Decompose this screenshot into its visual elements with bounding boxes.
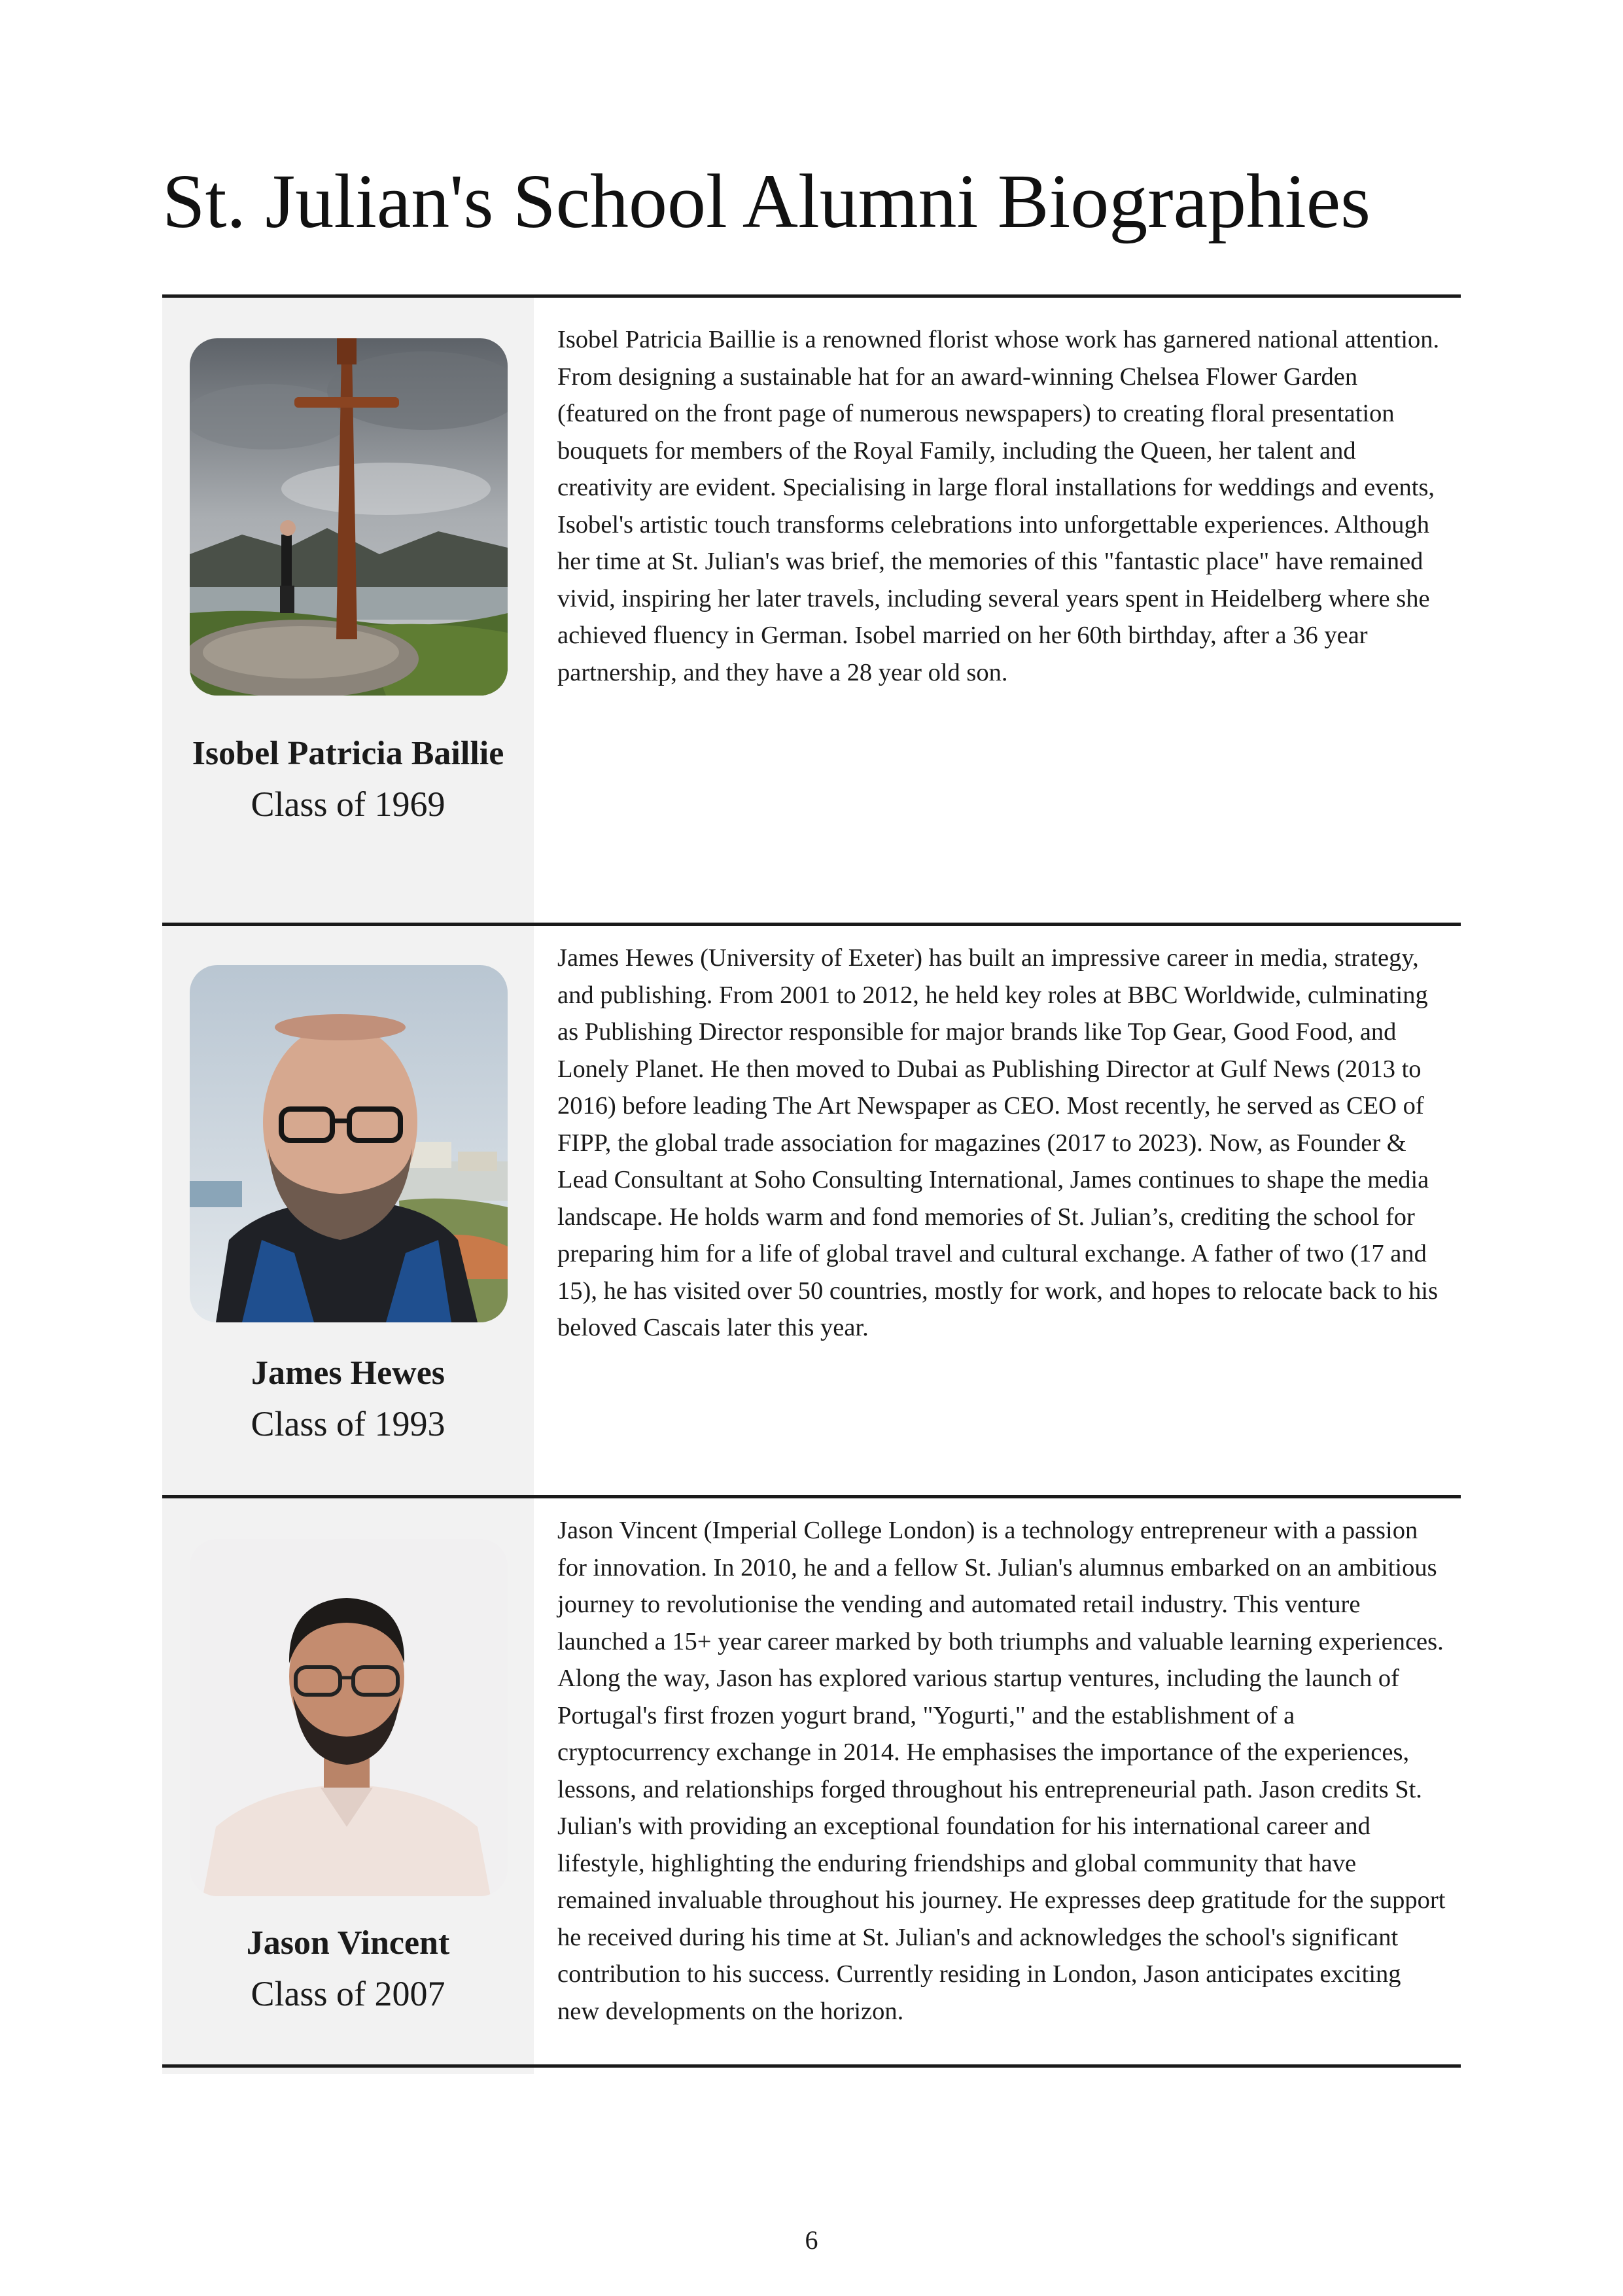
portrait-photo — [190, 965, 508, 1322]
alumni-name: James Hewes — [251, 1354, 445, 1392]
alumni-entry-hewes — [162, 926, 1461, 1495]
alumni-bio: James Hewes (University of Exeter) has built an impressive career in media, strategy, and publishing. From 2001 to 2012, he held key roles at BBC Worldwide, culminating as Publishing Director responsible for major brands like Top Gear, Good Food, and Lonely Planet. He then moved to Dubai as Publishing Director at Gulf News (2013 to 2016) before leading The Art Newspaper as CEO. Most recently, he served as CEO of FIPP, the global trade association for magazines (2017 to 2023). Now, as Founder & Lead Consultant at Soho Consulting International, James continues to shape the media landscape. He holds warm and fond memories of St. Julian’s, crediting the school for preparing him for a life of global travel and cultural exchange. A father of two (17 and 15), he has visited over 50 countries, mostly for work, and hopes to relocate back to his beloved Cascais later this year. — [557, 944, 1439, 1341]
divider — [162, 2064, 1461, 2068]
graduation-class: Class of 1993 — [251, 1404, 445, 1443]
graduation-class: Class of 1969 — [251, 785, 445, 824]
alumni-entry-baillie — [162, 298, 1461, 923]
alumni-name: Jason Vincent — [246, 1924, 450, 1962]
alumni-name: Isobel Patricia Baillie — [192, 735, 504, 772]
graduation-class: Class of 2007 — [251, 1974, 445, 2013]
portrait-photo — [190, 1539, 508, 1896]
page-number: 6 — [805, 2225, 818, 2255]
sculpture-photo — [190, 338, 508, 696]
alumni-bio: Isobel Patricia Baillie is a renowned florist whose work has garnered national attention. From designing a sustainable hat for an award-winning Chelsea Flower Garden (featured on the front page of numerous newspapers) to creating floral presentation bouquets for members of the Royal Family, including the Queen, her talent and creativity are evident. Specialising in large floral installations for weddings and events, Isobel's artistic touch transforms celebrations into unforgettable experiences. Although her time at St. Julian's was brief, the memories of this "fantastic place" have remained vivid, inspiring her later travels, including several years spent in Heidelberg where she achieved fluency in German. Isobel married on her 60th birthday, after a 36 year partnership, and they have a 28 year old son. — [557, 326, 1440, 686]
page-title: St. Julian's School Alumni Biographies — [162, 158, 1371, 244]
alumni-bio: Jason Vincent (Imperial College London) is a technology entrepreneur with a passion for innovation. In 2010, he and a fellow St. Julian's alumnus embarked on an ambitious journey to revolutionise the vending and automated retail industry. This venture launched a 15+ year career marked by both triumphs and valuable learning experiences. Along the way, Jason has explored various startup ventures, including the launch of Portugal's first frozen yogurt brand, "Yogurti," and the establishment of a cryptocurrency exchange in 2014. He emphasises the importance of the experiences, lessons, and relationships forged throughout his entrepreneurial path. Jason credits St. Julian's with providing an exceptional foundation for his international career and lifestyle, highlighting the enduring friendships and global community that have remained invaluable throughout his journey. He expresses deep gratitude for the support he received during his time at St. Julian's and acknowledges the school's significant contribution to his success. Currently residing in London, Jason anticipates exciting new developments on the horizon. — [557, 1517, 1446, 2025]
alumni-entry-vincent — [162, 1498, 1461, 2074]
